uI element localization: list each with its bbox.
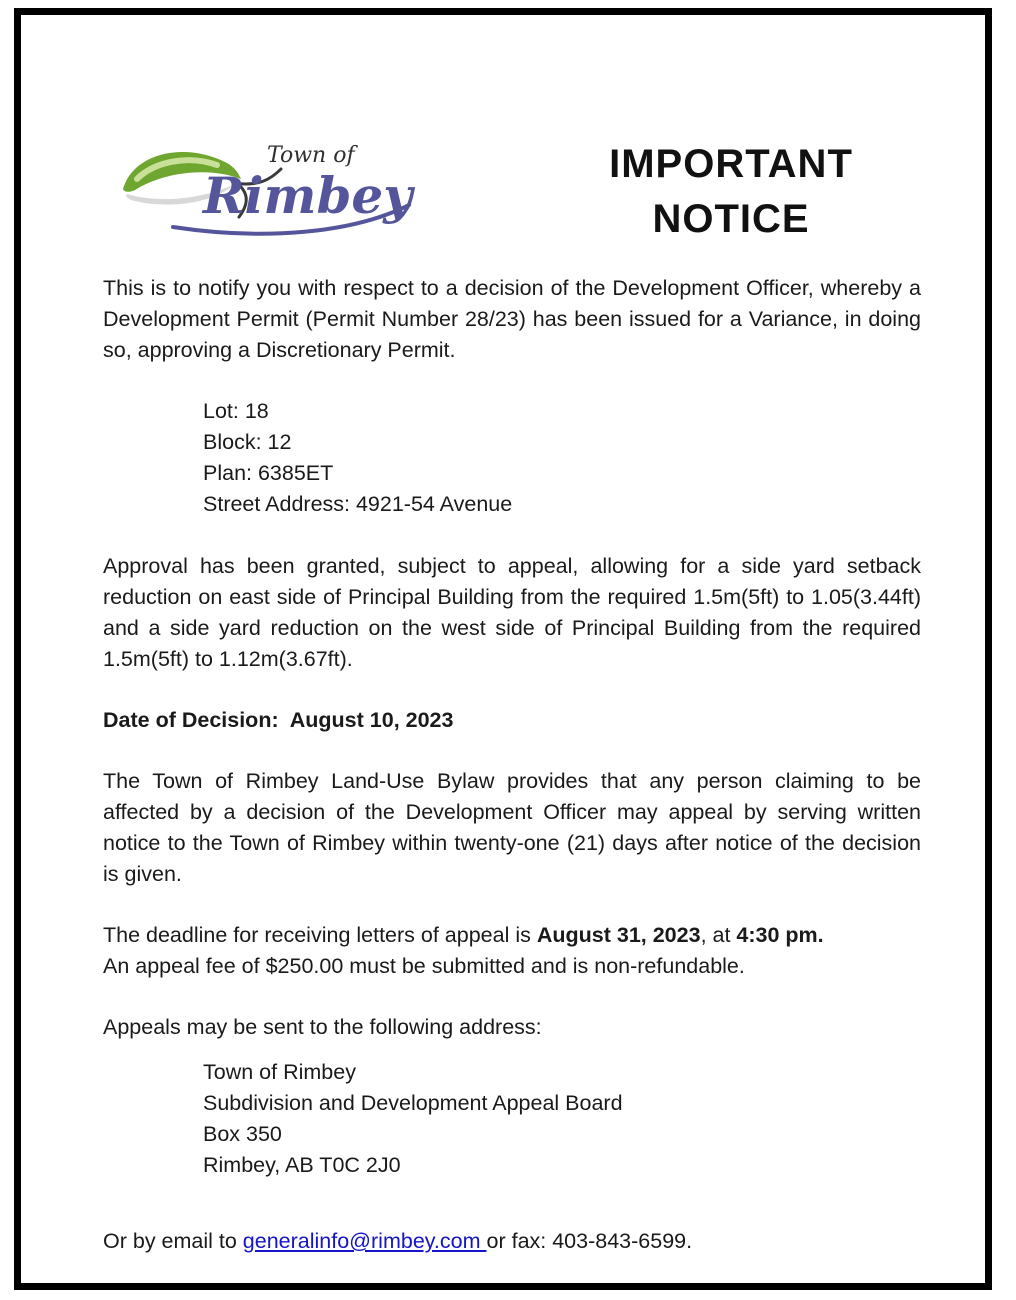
property-plan: Plan: 6385ET bbox=[203, 461, 334, 485]
appeal-address-line: Box 350 bbox=[203, 1122, 282, 1146]
property-details bbox=[203, 396, 921, 520]
deadline-middle: , at bbox=[700, 923, 737, 947]
bylaw-paragraph: The Town of Rimbey Land-Use Bylaw provides that any person claiming to be affected by a decision of the Development Officer may appeal by serving written notice to the Town of Rimbey within twenty-one (21) days after notice of the decision is given. bbox=[103, 769, 921, 886]
email-link[interactable]: generalinfo@rimbey.com bbox=[242, 1229, 487, 1253]
deadline-line bbox=[103, 920, 921, 951]
rimbey-logo-graphic bbox=[115, 137, 415, 237]
appeal-address-line: Subdivision and Development Appeal Board bbox=[203, 1091, 623, 1115]
notice-body bbox=[103, 273, 921, 1257]
decision-date-line: Date of Decision: August 10, 2023 bbox=[103, 708, 454, 732]
page-title-line2: NOTICE bbox=[652, 197, 810, 241]
appeal-address-line: Town of Rimbey bbox=[203, 1060, 356, 1084]
town-of-rimbey-logo bbox=[115, 137, 415, 237]
property-lot: Lot: 18 bbox=[203, 399, 269, 423]
appeal-address-line: Rimbey, AB T0C 2J0 bbox=[203, 1153, 401, 1177]
property-block: Block: 12 bbox=[203, 430, 292, 454]
appeal-fee-line: An appeal fee of $250.00 must be submitted and is non-refundable. bbox=[103, 954, 745, 978]
page-title bbox=[541, 137, 921, 247]
contact-prefix: Or by email to bbox=[103, 1229, 243, 1253]
logo-tagline: Town of bbox=[267, 143, 355, 168]
appeals-intro-line: Appeals may be sent to the following address: bbox=[103, 1015, 542, 1039]
page-title-line1: IMPORTANT bbox=[609, 142, 853, 186]
deadline-paragraph bbox=[103, 920, 921, 982]
deadline-prefix: The deadline for receiving letters of appeal is bbox=[103, 923, 537, 947]
approval-paragraph: Approval has been granted, subject to appeal, allowing for a side yard setback reduction on east side of Principal Building from the required 1.5m(5ft) to 1.05(3.44ft) and a side yard reduction on the west side of Principal Building from the required 1.5m(5ft) to 1.12m(3.67ft). bbox=[103, 554, 921, 671]
property-street-address: Street Address: 4921-54 Avenue bbox=[203, 492, 513, 516]
intro-paragraph: This is to notify you with respect to a decision of the Development Officer, whereby a Development Permit (Permit Number 28/23) has been issued for a Variance, in doing so, approving a Discretionary Permit. bbox=[103, 276, 921, 362]
contact-line bbox=[103, 1226, 921, 1257]
logo-name: Rimbey bbox=[203, 166, 413, 225]
contact-suffix: or fax: 403-843-6599. bbox=[486, 1229, 693, 1253]
notice-page bbox=[14, 8, 992, 1290]
appeal-address-block bbox=[203, 1057, 921, 1181]
deadline-date: August 31, 2023 bbox=[536, 923, 701, 947]
deadline-time: 4:30 pm. bbox=[736, 923, 824, 947]
header bbox=[103, 137, 921, 247]
